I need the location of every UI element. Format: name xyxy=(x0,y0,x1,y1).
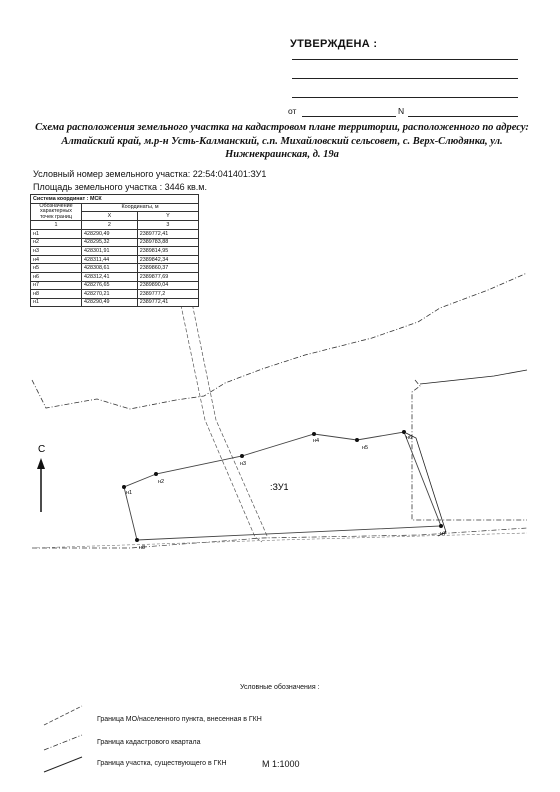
row-point: н4 xyxy=(31,255,82,264)
row-x: 428301,91 xyxy=(82,247,138,256)
table-row xyxy=(31,264,199,273)
row-x: 428270,21 xyxy=(82,290,138,299)
row-point: н5 xyxy=(31,264,82,273)
table-row xyxy=(31,247,199,256)
legend-item-municipal: Граница МО/населенного пункта, внесенная в ГКН xyxy=(97,716,262,723)
row-y: 2389877,69 xyxy=(137,272,198,281)
legend-municipal-sample xyxy=(44,706,82,725)
coordinates-table xyxy=(30,194,199,307)
table-colnum-1: 1 xyxy=(31,221,82,230)
approval-title: УТВЕРЖДЕНА : xyxy=(290,38,378,50)
row-point: н8 xyxy=(31,290,82,299)
parcel-label: :ЗУ1 xyxy=(270,482,289,492)
point-n2-label: н2 xyxy=(158,479,165,485)
legend-title: Условные обозначения : xyxy=(240,684,320,691)
point-n5-label: н5 xyxy=(362,445,369,451)
row-x: 428295,32 xyxy=(82,238,138,247)
table-row xyxy=(31,238,199,247)
point-n4-marker xyxy=(312,432,316,436)
legend-item-quarter: Граница кадастрового квартала xyxy=(97,739,201,746)
point-n6-marker xyxy=(402,430,406,434)
heading-line-3: Нижнекраинская, д. 19а xyxy=(225,149,339,160)
row-point: н1 xyxy=(31,298,82,307)
quarter-boundary-right xyxy=(412,380,527,520)
row-point: н2 xyxy=(31,238,82,247)
row-point: н6 xyxy=(31,272,82,281)
table-row xyxy=(31,290,199,299)
point-n3-label: н3 xyxy=(240,461,247,467)
table-row xyxy=(31,255,199,264)
table-header-y: Y xyxy=(137,212,198,221)
point-n7-marker xyxy=(439,524,443,528)
heading-line-2: Алтайский край, м.р-н Усть-Калманский, с.п. Михайловский сельсовет, с. Верх-Слюдянка, ул. xyxy=(61,135,503,147)
row-y: 2389842,34 xyxy=(137,255,198,264)
point-n4-label: н4 xyxy=(313,438,320,444)
approval-number-label: N xyxy=(398,106,405,116)
table-header-coords: Координаты, м xyxy=(82,203,199,212)
row-y: 2389814,95 xyxy=(137,247,198,256)
row-x: 428308,61 xyxy=(82,264,138,273)
row-y: 2389783,88 xyxy=(137,238,198,247)
table-colnum-2: 2 xyxy=(82,221,138,230)
row-point: н7 xyxy=(31,281,82,290)
row-x: 428311,44 xyxy=(82,255,138,264)
quarter-boundary-bottom xyxy=(32,528,527,548)
row-y: 2389772,41 xyxy=(137,298,198,307)
row-y: 2389772,41 xyxy=(137,229,198,238)
municipal-boundary-3 xyxy=(32,533,527,548)
row-y: 2389860,37 xyxy=(137,264,198,273)
point-n8-label: н8 xyxy=(139,545,146,551)
table-row xyxy=(31,298,199,307)
point-n5-marker xyxy=(355,438,359,442)
point-n2-marker xyxy=(154,472,158,476)
row-y: 2389890,04 xyxy=(137,281,198,290)
map-scale: М 1:1000 xyxy=(262,759,300,769)
table-header-points: Обозначение характерных точек границ xyxy=(31,203,82,221)
north-arrow-label: С xyxy=(38,444,46,455)
point-n6-label: н6 xyxy=(406,435,413,441)
table-row xyxy=(31,272,199,281)
row-x: 428276,65 xyxy=(82,281,138,290)
north-arrow-icon xyxy=(37,458,45,512)
legend-item-existing: Граница участка, существующего в ГКН xyxy=(97,760,227,767)
row-x: 428312,41 xyxy=(82,272,138,281)
parcel-number: Условный номер земельного участка: 22:54:041401:ЗУ1 xyxy=(33,169,267,179)
table-header-x: X xyxy=(82,212,138,221)
heading-line-1: Схема расположения земельного участка на кадастровом плане территории, расположенного по адресу: xyxy=(35,122,529,133)
existing-parcel-boundary xyxy=(420,370,527,384)
row-y: 2389777,2 xyxy=(137,290,198,299)
table-system-cell: Система координат : МСК xyxy=(31,195,199,204)
parcel-area: Площадь земельного участка : 3446 кв.м. xyxy=(33,182,207,192)
point-n3-marker xyxy=(240,454,244,458)
approval-date-label: от xyxy=(288,106,297,116)
row-point: н1 xyxy=(31,229,82,238)
legend-quarter-sample xyxy=(44,735,82,750)
row-point: н3 xyxy=(31,247,82,256)
point-n8-marker xyxy=(135,538,139,542)
row-x: 428290,49 xyxy=(82,298,138,307)
legend-existing-sample xyxy=(44,757,82,772)
row-x: 428290,49 xyxy=(82,229,138,238)
point-n7-label: н7 xyxy=(440,531,447,537)
point-n1-marker xyxy=(122,485,126,489)
point-n1-label: н1 xyxy=(126,490,133,496)
table-row xyxy=(31,281,199,290)
table-colnum-3: 3 xyxy=(137,221,198,230)
table-row xyxy=(31,229,199,238)
